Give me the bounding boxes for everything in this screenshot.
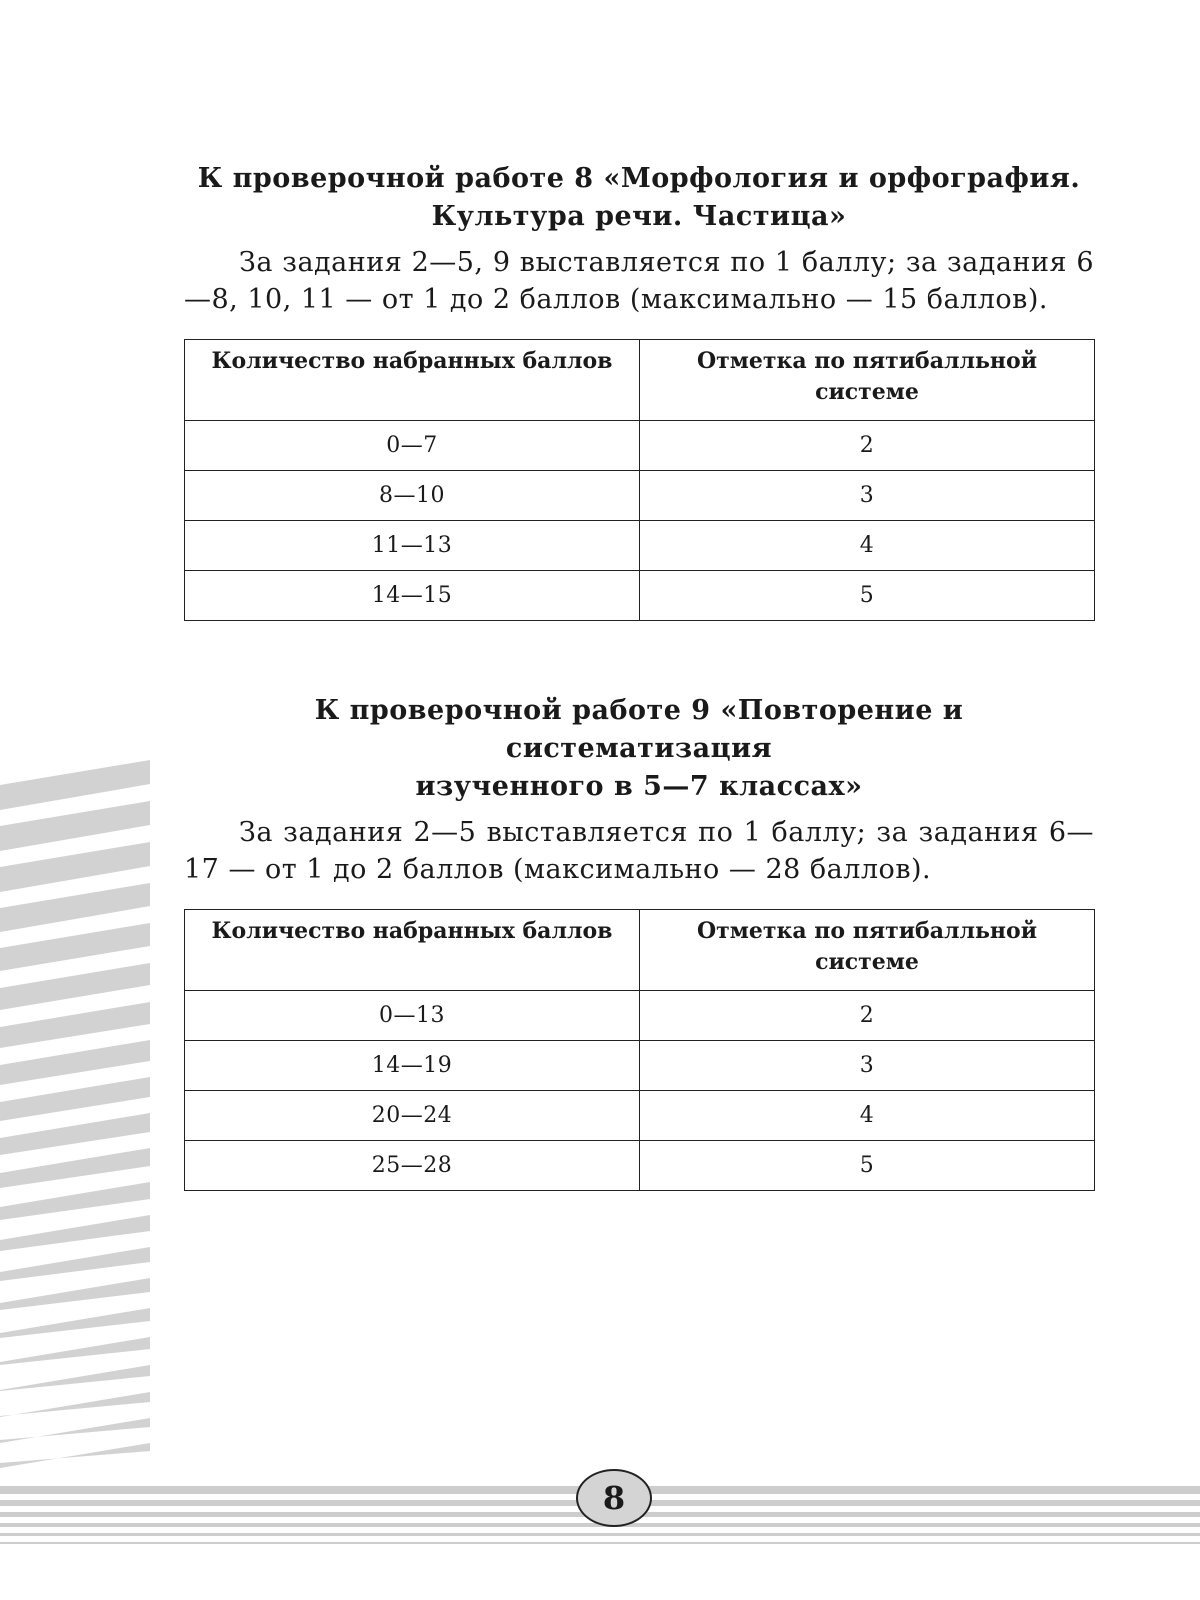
grade-cell: 2 — [640, 991, 1095, 1041]
grade-cell: 3 — [640, 471, 1095, 521]
heading-line-2: изученного в 5—7 классах» — [415, 771, 863, 802]
grade-cell: 4 — [640, 521, 1095, 571]
points-cell: 20—24 — [185, 1091, 640, 1141]
scoring-description: За задания 2—5 выставляется по 1 баллу; за задания 6—17 — от 1 до 2 баллов (максимально — 28 баллов). — [184, 817, 1094, 885]
header-grade: Отметка по пятибалльной системе — [640, 910, 1095, 991]
table-header-row — [185, 910, 1095, 991]
grade-cell: 2 — [640, 421, 1095, 471]
table-header-row — [185, 340, 1095, 421]
table-row — [185, 991, 1095, 1041]
points-cell: 25—28 — [185, 1141, 640, 1191]
points-cell: 8—10 — [185, 471, 640, 521]
table-row — [185, 421, 1095, 471]
grade-table — [184, 909, 1095, 1191]
table-row — [185, 1091, 1095, 1141]
points-cell: 0—13 — [185, 991, 640, 1041]
header-grade: Отметка по пятибалльной системе — [640, 340, 1095, 421]
section-test-8 — [184, 160, 1094, 621]
table-row — [185, 521, 1095, 571]
grade-cell: 3 — [640, 1041, 1095, 1091]
points-cell: 14—19 — [185, 1041, 640, 1091]
grade-cell: 5 — [640, 1141, 1095, 1191]
section-test-9 — [184, 692, 1094, 1191]
heading-line-2: Культура речи. Частица» — [431, 201, 847, 232]
heading-line-1: К проверочной работе 8 «Морфология и орфография. — [197, 163, 1081, 194]
section-heading — [184, 692, 1094, 806]
points-cell: 11—13 — [185, 521, 640, 571]
grade-cell: 4 — [640, 1091, 1095, 1141]
points-cell: 14—15 — [185, 571, 640, 621]
header-points: Количество набранных баллов — [185, 910, 640, 991]
table-row — [185, 1141, 1095, 1191]
section-heading — [184, 160, 1094, 236]
table-row — [185, 1041, 1095, 1091]
table-row — [185, 471, 1095, 521]
scoring-description: За задания 2—5, 9 выставляется по 1 баллу; за задания 6—8, 10, 11 — от 1 до 2 баллов (максимально — 15 баллов). — [184, 247, 1094, 315]
table-row — [185, 571, 1095, 621]
page-number: 8 — [576, 1469, 652, 1527]
points-cell: 0—7 — [185, 421, 640, 471]
grade-cell: 5 — [640, 571, 1095, 621]
grade-table — [184, 339, 1095, 621]
heading-line-1: К проверочной работе 9 «Повторение и систематизация — [314, 695, 964, 764]
header-points: Количество набранных баллов — [185, 340, 640, 421]
